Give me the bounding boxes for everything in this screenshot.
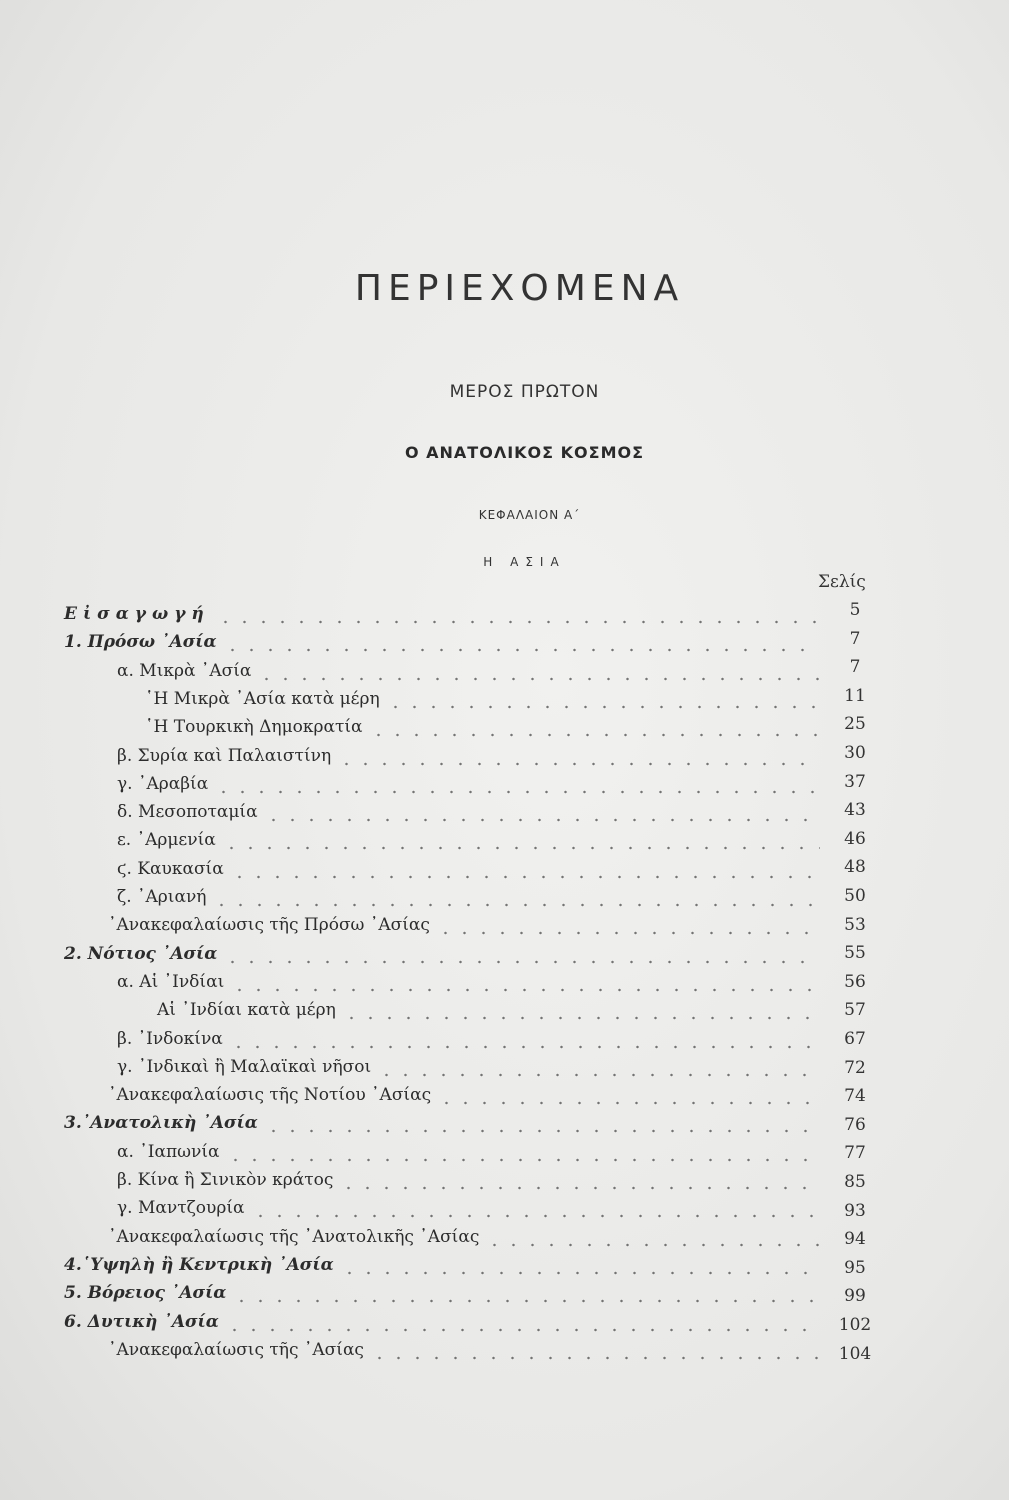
toc-entry-line [0, 796, 820, 824]
toc-entry-line [0, 598, 820, 626]
dot-leader [223, 634, 820, 654]
toc-entry-label: 4.῾Υψηλὴ ἢ Κεντρικὴ ᾿Ασία [64, 1254, 334, 1275]
toc-entry-line [0, 1107, 820, 1135]
toc-entry-label: ῾Η Μικρὰ ᾿Ασία κατὰ μέρη [145, 688, 380, 709]
dot-leader [223, 946, 820, 966]
part-heading: ΜΕΡΟΣ ΠΡΩΤΟΝ [449, 382, 600, 402]
toc-entry-label: γ. Μαντζουρία [117, 1198, 245, 1219]
dot-leader [340, 1257, 820, 1277]
toc-page-number: 74 [844, 1086, 866, 1107]
toc-entry-line [0, 994, 820, 1022]
toc-entry-line [0, 1079, 820, 1107]
toc-entry-label: ϛ. Καυκασία [117, 858, 224, 879]
toc-page-number: 48 [844, 857, 866, 878]
toc-page-number: 5 [849, 600, 861, 620]
toc-entry-line [0, 1164, 820, 1192]
toc-entry-line [0, 1334, 820, 1362]
toc-page-number: 94 [844, 1229, 866, 1250]
toc-entry-line [0, 626, 820, 654]
dot-leader [436, 917, 820, 937]
toc-entry-line [0, 1221, 820, 1249]
toc-entry-line [0, 1023, 820, 1051]
toc-entry-label: α. ᾿Ιαπωνία [117, 1141, 220, 1162]
dot-leader [212, 889, 820, 909]
dot-leader [264, 804, 820, 824]
dot-leader [370, 1342, 820, 1362]
toc-entry-label: ᾿Ανακεφαλαίωσις τῆς ᾿Ασίας [108, 1339, 364, 1360]
toc-entry-line [0, 1051, 820, 1079]
dot-leader [225, 1314, 820, 1334]
dot-leader [222, 832, 820, 852]
toc-entry-line [0, 655, 820, 683]
dot-leader [251, 1200, 820, 1220]
toc-entry-line [0, 1306, 820, 1334]
toc-entry-label: ᾿Ανακεφαλαίωσις τῆς Πρόσω ᾿Ασίας [108, 915, 430, 936]
toc-entry-label: α. Μικρὰ ᾿Ασία [117, 660, 252, 681]
toc-page-number: 85 [844, 1172, 866, 1192]
toc-entry-line [0, 768, 820, 796]
toc-entry-label: δ. Μεσοποταμία [117, 802, 258, 823]
toc-page-number: 30 [844, 743, 866, 763]
dot-leader [216, 606, 820, 626]
dot-leader [339, 1172, 820, 1192]
dot-leader [377, 1059, 820, 1079]
page-title: ΠΕΡΙΕΧΟΜΕΝΑ [354, 268, 685, 309]
toc-entry-line [0, 966, 820, 994]
toc-page-number: 72 [844, 1057, 866, 1078]
toc-entry-label: β. ᾿Ινδοκίνα [117, 1028, 223, 1049]
dot-leader [226, 1144, 821, 1164]
toc-page-number: 37 [844, 771, 866, 792]
toc-entry-label: ᾿Ανακεφαλαίωσις τῆς ᾿Ανατολικῆς ᾿Ασίας [108, 1226, 480, 1247]
toc-entry-label: Αἱ ᾿Ινδίαι κατὰ μέρη [157, 1000, 336, 1021]
toc-page-number: 55 [844, 943, 866, 964]
chapter-heading: ΚΕΦΑΛΑΙΟΝ Α΄ [478, 508, 581, 522]
toc-page-number: 7 [849, 657, 861, 678]
toc-entry-line [0, 711, 820, 739]
toc-entry-label: 5. Βόρειος ᾿Ασία [64, 1283, 227, 1304]
dot-leader [369, 719, 820, 739]
toc-entry-label: ζ. ᾿Αριανή [117, 887, 207, 907]
toc-entry-line [0, 909, 820, 937]
part-title: Ο ΑΝΑΤΟΛΙΚΟΣ ΚΟΣΜΟΣ [404, 443, 645, 462]
toc-entry-line [0, 740, 820, 768]
toc-entry-line [0, 824, 820, 852]
toc-entry-label: β. Κίνα ἢ Σινικὸν κράτος [117, 1170, 334, 1190]
toc-entry-label: β. Συρία καὶ Παλαιστίνη [117, 745, 332, 766]
toc-entry-line [0, 1192, 820, 1220]
toc-entry-label: 3.᾿Ανατολικὴ ᾿Ασία [64, 1113, 258, 1134]
toc-page-number: 43 [844, 800, 866, 821]
toc-entry-label: 1. Πρόσω ᾿Ασία [64, 632, 217, 653]
dot-leader [342, 1002, 820, 1022]
toc-page-number: 46 [844, 828, 866, 849]
dot-leader [386, 691, 820, 711]
toc-entry-label: ᾿Ανακεφαλαίωσις τῆς Νοτίου ᾿Ασίας [108, 1085, 432, 1106]
toc-page-number: 76 [844, 1114, 866, 1135]
toc-entry-label: ε. ᾿Αρμενία [117, 830, 216, 851]
toc-page-number: 50 [844, 886, 866, 906]
toc-page-number: 25 [844, 714, 866, 735]
toc-page-number: 11 [844, 685, 866, 706]
toc-entry-label: γ. ᾿Αραβία [117, 773, 209, 794]
pages-column-label: Σελίς [818, 572, 866, 592]
toc-page-number: 53 [844, 914, 866, 935]
dot-leader [214, 776, 820, 796]
toc-entry-label: 2. Νότιος ᾿Ασία [64, 943, 218, 964]
toc-page-number: 104 [838, 1343, 872, 1364]
toc-page-number: 93 [844, 1200, 866, 1221]
toc-entry-line [0, 853, 820, 881]
toc-page-number: 99 [844, 1286, 866, 1307]
dot-leader [232, 1285, 820, 1305]
toc-page-number: 7 [849, 628, 861, 649]
dot-leader [264, 1115, 820, 1135]
toc-entry-line [0, 1249, 820, 1277]
toc-entry-line [0, 1277, 820, 1305]
toc-page-number: 56 [844, 971, 866, 992]
dot-leader [229, 1031, 820, 1051]
toc-entry-label: α. Αἱ ᾿Ινδίαι [117, 971, 225, 992]
toc-page-number: 57 [844, 1000, 866, 1021]
toc-entry-label: 6. Δυτικὴ ᾿Ασία [64, 1311, 219, 1332]
toc-entry-label: γ. ᾿Ινδικαὶ ἢ Μαλαϊκαὶ νῆσοι [117, 1056, 372, 1077]
dot-leader [437, 1087, 820, 1107]
toc-page-number: 102 [838, 1315, 872, 1335]
chapter-title: Η ΑΣΙΑ [483, 555, 566, 569]
toc-entry-line [0, 1136, 820, 1164]
dot-leader [485, 1229, 820, 1249]
dot-leader [257, 663, 820, 683]
toc-page-number: 95 [844, 1257, 866, 1278]
toc-entry-label: ῾Η Τουρκικὴ Δημοκρατία [145, 717, 363, 738]
toc-entry-line [0, 938, 820, 966]
toc-entry-label: Εἰσαγωγή [64, 604, 210, 624]
dot-leader [230, 861, 820, 881]
dot-leader [230, 974, 820, 994]
toc-entry-line [0, 683, 820, 711]
toc-page-number: 77 [844, 1143, 866, 1164]
toc-page-number: 67 [844, 1029, 866, 1049]
toc-entry-line [0, 881, 820, 909]
dot-leader [337, 748, 820, 768]
